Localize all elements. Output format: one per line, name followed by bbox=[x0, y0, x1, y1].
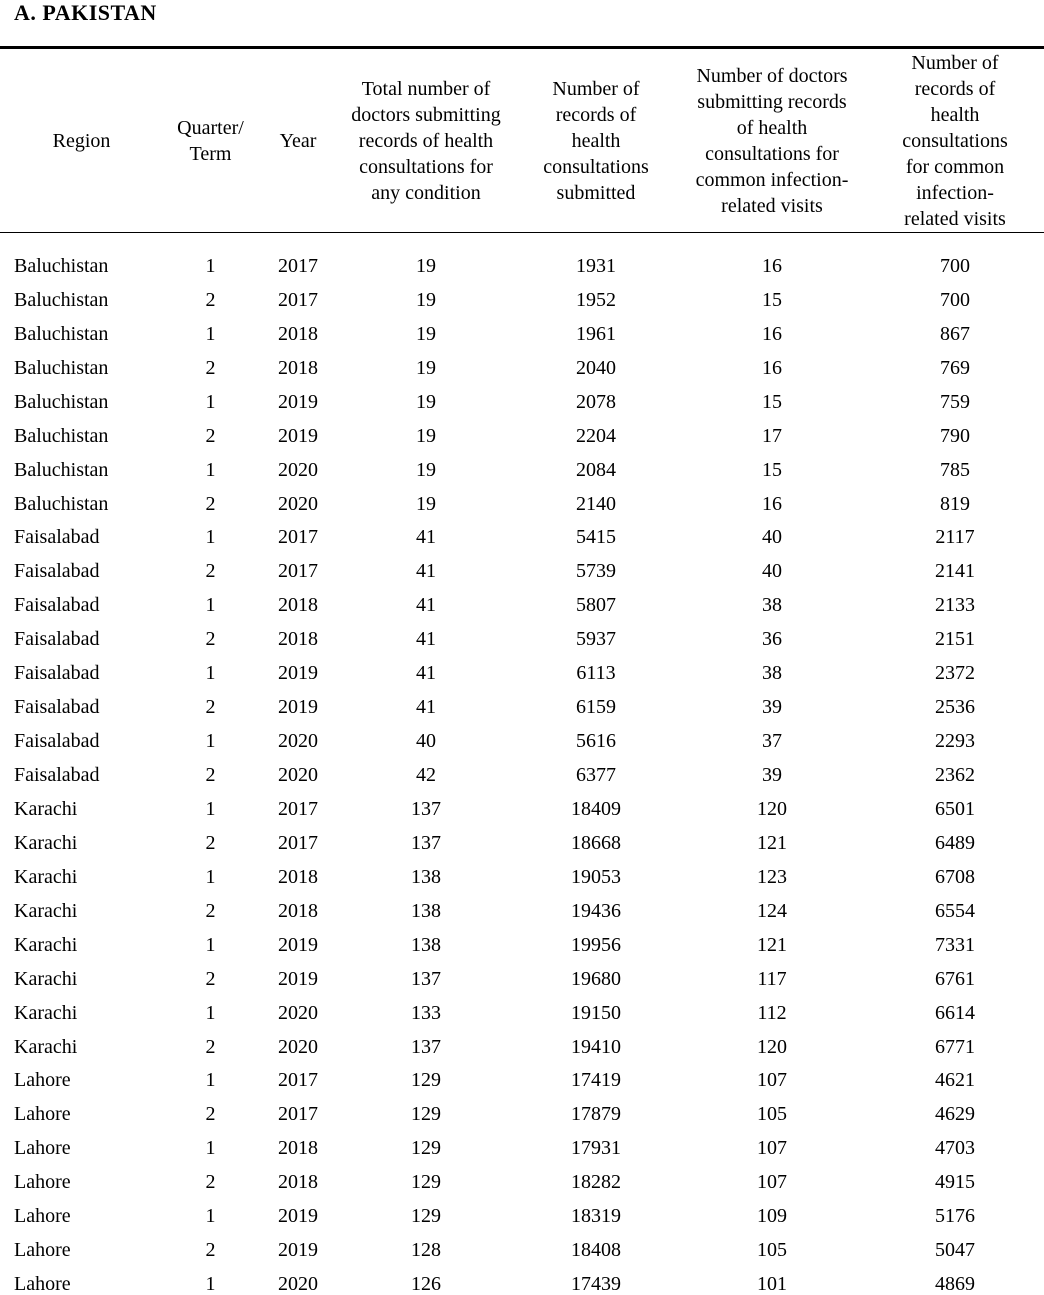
total-doctors-cell: 137 bbox=[338, 1024, 514, 1058]
year-cell: 2019 bbox=[258, 922, 338, 956]
records-cell: 5937 bbox=[514, 616, 678, 650]
year-cell: 2017 bbox=[258, 233, 338, 277]
table-row bbox=[0, 379, 1044, 413]
year-cell: 2018 bbox=[258, 854, 338, 888]
records-infection-cell: 6554 bbox=[866, 888, 1044, 922]
records-infection-cell: 2372 bbox=[866, 650, 1044, 684]
doctors-infection-cell: 16 bbox=[678, 233, 866, 277]
total-doctors-cell: 129 bbox=[338, 1091, 514, 1125]
doctors-infection-cell: 15 bbox=[678, 447, 866, 481]
region-cell: Lahore bbox=[0, 1091, 163, 1125]
quarter-cell: 1 bbox=[163, 1058, 258, 1092]
doctors-infection-cell: 120 bbox=[678, 786, 866, 820]
table-row bbox=[0, 1125, 1044, 1159]
records-infection-cell: 4703 bbox=[866, 1125, 1044, 1159]
column-header-region: Region bbox=[0, 48, 163, 233]
table-row bbox=[0, 311, 1044, 345]
region-cell: Karachi bbox=[0, 922, 163, 956]
column-header-quarter-term: Quarter/ Term bbox=[163, 48, 258, 233]
records-infection-cell: 2536 bbox=[866, 684, 1044, 718]
table-row bbox=[0, 1058, 1044, 1092]
table-row bbox=[0, 582, 1044, 616]
records-infection-cell: 700 bbox=[866, 233, 1044, 277]
total-doctors-cell: 41 bbox=[338, 616, 514, 650]
region-cell: Lahore bbox=[0, 1261, 163, 1295]
quarter-cell: 1 bbox=[163, 990, 258, 1024]
total-doctors-cell: 19 bbox=[338, 447, 514, 481]
records-infection-cell: 790 bbox=[866, 413, 1044, 447]
doctors-infection-cell: 40 bbox=[678, 548, 866, 582]
total-doctors-cell: 41 bbox=[338, 582, 514, 616]
table-row bbox=[0, 1193, 1044, 1227]
year-cell: 2017 bbox=[258, 786, 338, 820]
region-cell: Karachi bbox=[0, 956, 163, 990]
year-cell: 2018 bbox=[258, 1159, 338, 1193]
column-header-year: Year bbox=[258, 48, 338, 233]
total-doctors-cell: 42 bbox=[338, 752, 514, 786]
total-doctors-cell: 138 bbox=[338, 854, 514, 888]
region-cell: Lahore bbox=[0, 1193, 163, 1227]
table-row bbox=[0, 616, 1044, 650]
records-cell: 2204 bbox=[514, 413, 678, 447]
table-row bbox=[0, 277, 1044, 311]
table-row bbox=[0, 1227, 1044, 1261]
region-cell: Karachi bbox=[0, 1024, 163, 1058]
quarter-cell: 2 bbox=[163, 684, 258, 718]
quarter-cell: 2 bbox=[163, 888, 258, 922]
year-cell: 2017 bbox=[258, 820, 338, 854]
table-row bbox=[0, 684, 1044, 718]
records-cell: 1961 bbox=[514, 311, 678, 345]
doctors-infection-cell: 101 bbox=[678, 1261, 866, 1295]
region-cell: Lahore bbox=[0, 1125, 163, 1159]
records-cell: 5415 bbox=[514, 515, 678, 549]
quarter-cell: 1 bbox=[163, 515, 258, 549]
records-cell: 19956 bbox=[514, 922, 678, 956]
quarter-cell: 1 bbox=[163, 1193, 258, 1227]
year-cell: 2018 bbox=[258, 582, 338, 616]
records-cell: 1931 bbox=[514, 233, 678, 277]
region-cell: Faisalabad bbox=[0, 718, 163, 752]
total-doctors-cell: 137 bbox=[338, 956, 514, 990]
records-cell: 6113 bbox=[514, 650, 678, 684]
total-doctors-cell: 138 bbox=[338, 922, 514, 956]
doctors-infection-cell: 107 bbox=[678, 1159, 866, 1193]
records-infection-cell: 7331 bbox=[866, 922, 1044, 956]
table-row bbox=[0, 481, 1044, 515]
total-doctors-cell: 19 bbox=[338, 379, 514, 413]
records-infection-cell: 6614 bbox=[866, 990, 1044, 1024]
doctors-infection-cell: 16 bbox=[678, 481, 866, 515]
total-doctors-cell: 137 bbox=[338, 820, 514, 854]
doctors-infection-cell: 107 bbox=[678, 1058, 866, 1092]
quarter-cell: 2 bbox=[163, 277, 258, 311]
table-row bbox=[0, 786, 1044, 820]
doctors-infection-cell: 39 bbox=[678, 684, 866, 718]
total-doctors-cell: 129 bbox=[338, 1159, 514, 1193]
records-cell: 2040 bbox=[514, 345, 678, 379]
year-cell: 2020 bbox=[258, 718, 338, 752]
region-cell: Lahore bbox=[0, 1159, 163, 1193]
table-row bbox=[0, 752, 1044, 786]
quarter-cell: 2 bbox=[163, 1227, 258, 1261]
total-doctors-cell: 19 bbox=[338, 233, 514, 277]
year-cell: 2017 bbox=[258, 1058, 338, 1092]
quarter-cell: 1 bbox=[163, 582, 258, 616]
records-infection-cell: 785 bbox=[866, 447, 1044, 481]
quarter-cell: 2 bbox=[163, 1159, 258, 1193]
records-infection-cell: 2133 bbox=[866, 582, 1044, 616]
year-cell: 2017 bbox=[258, 515, 338, 549]
consultations-table bbox=[0, 46, 1044, 1295]
records-infection-cell: 867 bbox=[866, 311, 1044, 345]
region-cell: Faisalabad bbox=[0, 616, 163, 650]
table-row bbox=[0, 956, 1044, 990]
table-row bbox=[0, 1159, 1044, 1193]
quarter-cell: 2 bbox=[163, 548, 258, 582]
quarter-cell: 1 bbox=[163, 311, 258, 345]
column-header-records-submitted: Number of records of health consultations submitted bbox=[514, 48, 678, 233]
doctors-infection-cell: 15 bbox=[678, 277, 866, 311]
records-cell: 18408 bbox=[514, 1227, 678, 1261]
total-doctors-cell: 40 bbox=[338, 718, 514, 752]
region-cell: Faisalabad bbox=[0, 515, 163, 549]
table-row bbox=[0, 888, 1044, 922]
total-doctors-cell: 133 bbox=[338, 990, 514, 1024]
total-doctors-cell: 19 bbox=[338, 277, 514, 311]
records-infection-cell: 6501 bbox=[866, 786, 1044, 820]
region-cell: Karachi bbox=[0, 820, 163, 854]
records-infection-cell: 2141 bbox=[866, 548, 1044, 582]
table-row bbox=[0, 922, 1044, 956]
quarter-cell: 2 bbox=[163, 752, 258, 786]
region-cell: Faisalabad bbox=[0, 650, 163, 684]
year-cell: 2019 bbox=[258, 1227, 338, 1261]
quarter-cell: 1 bbox=[163, 650, 258, 684]
table-row bbox=[0, 718, 1044, 752]
table-row bbox=[0, 1261, 1044, 1295]
year-cell: 2019 bbox=[258, 379, 338, 413]
table-row bbox=[0, 515, 1044, 549]
region-cell: Baluchistan bbox=[0, 345, 163, 379]
quarter-cell: 2 bbox=[163, 345, 258, 379]
region-cell: Karachi bbox=[0, 854, 163, 888]
doctors-infection-cell: 37 bbox=[678, 718, 866, 752]
records-infection-cell: 4915 bbox=[866, 1159, 1044, 1193]
quarter-cell: 2 bbox=[163, 481, 258, 515]
table-row bbox=[0, 233, 1044, 277]
doctors-infection-cell: 109 bbox=[678, 1193, 866, 1227]
records-cell: 17879 bbox=[514, 1091, 678, 1125]
year-cell: 2017 bbox=[258, 1091, 338, 1125]
region-cell: Baluchistan bbox=[0, 447, 163, 481]
total-doctors-cell: 126 bbox=[338, 1261, 514, 1295]
records-cell: 19053 bbox=[514, 854, 678, 888]
doctors-infection-cell: 124 bbox=[678, 888, 866, 922]
quarter-cell: 2 bbox=[163, 616, 258, 650]
records-cell: 17931 bbox=[514, 1125, 678, 1159]
doctors-infection-cell: 39 bbox=[678, 752, 866, 786]
region-cell: Baluchistan bbox=[0, 277, 163, 311]
records-infection-cell: 6489 bbox=[866, 820, 1044, 854]
records-infection-cell: 6761 bbox=[866, 956, 1044, 990]
total-doctors-cell: 19 bbox=[338, 413, 514, 447]
doctors-infection-cell: 16 bbox=[678, 345, 866, 379]
region-cell: Lahore bbox=[0, 1227, 163, 1261]
table-row bbox=[0, 650, 1044, 684]
table-row bbox=[0, 413, 1044, 447]
records-cell: 5807 bbox=[514, 582, 678, 616]
quarter-cell: 1 bbox=[163, 1261, 258, 1295]
quarter-cell: 2 bbox=[163, 956, 258, 990]
records-cell: 17439 bbox=[514, 1261, 678, 1295]
section-title: A. PAKISTAN bbox=[14, 0, 157, 26]
region-cell: Baluchistan bbox=[0, 481, 163, 515]
doctors-infection-cell: 121 bbox=[678, 820, 866, 854]
total-doctors-cell: 137 bbox=[338, 786, 514, 820]
records-infection-cell: 5176 bbox=[866, 1193, 1044, 1227]
doctors-infection-cell: 16 bbox=[678, 311, 866, 345]
doctors-infection-cell: 17 bbox=[678, 413, 866, 447]
region-cell: Karachi bbox=[0, 786, 163, 820]
total-doctors-cell: 19 bbox=[338, 311, 514, 345]
region-cell: Faisalabad bbox=[0, 684, 163, 718]
region-cell: Faisalabad bbox=[0, 548, 163, 582]
records-cell: 18409 bbox=[514, 786, 678, 820]
quarter-cell: 1 bbox=[163, 447, 258, 481]
quarter-cell: 1 bbox=[163, 854, 258, 888]
records-cell: 6159 bbox=[514, 684, 678, 718]
records-infection-cell: 4621 bbox=[866, 1058, 1044, 1092]
total-doctors-cell: 129 bbox=[338, 1058, 514, 1092]
records-cell: 19150 bbox=[514, 990, 678, 1024]
quarter-cell: 1 bbox=[163, 233, 258, 277]
region-cell: Baluchistan bbox=[0, 413, 163, 447]
doctors-infection-cell: 123 bbox=[678, 854, 866, 888]
quarter-cell: 2 bbox=[163, 1024, 258, 1058]
year-cell: 2020 bbox=[258, 1261, 338, 1295]
records-infection-cell: 700 bbox=[866, 277, 1044, 311]
quarter-cell: 1 bbox=[163, 718, 258, 752]
year-cell: 2019 bbox=[258, 413, 338, 447]
region-cell: Karachi bbox=[0, 990, 163, 1024]
records-infection-cell: 2362 bbox=[866, 752, 1044, 786]
records-infection-cell: 6771 bbox=[866, 1024, 1044, 1058]
table-body bbox=[0, 233, 1044, 1295]
records-infection-cell: 4869 bbox=[866, 1261, 1044, 1295]
table-row bbox=[0, 1024, 1044, 1058]
table-row bbox=[0, 447, 1044, 481]
records-cell: 1952 bbox=[514, 277, 678, 311]
region-cell: Faisalabad bbox=[0, 752, 163, 786]
records-cell: 19680 bbox=[514, 956, 678, 990]
records-infection-cell: 5047 bbox=[866, 1227, 1044, 1261]
records-infection-cell: 759 bbox=[866, 379, 1044, 413]
region-cell: Baluchistan bbox=[0, 379, 163, 413]
total-doctors-cell: 129 bbox=[338, 1125, 514, 1159]
total-doctors-cell: 19 bbox=[338, 481, 514, 515]
year-cell: 2020 bbox=[258, 447, 338, 481]
year-cell: 2018 bbox=[258, 311, 338, 345]
quarter-cell: 2 bbox=[163, 413, 258, 447]
total-doctors-cell: 128 bbox=[338, 1227, 514, 1261]
doctors-infection-cell: 107 bbox=[678, 1125, 866, 1159]
doctors-infection-cell: 38 bbox=[678, 650, 866, 684]
records-cell: 5739 bbox=[514, 548, 678, 582]
doctors-infection-cell: 40 bbox=[678, 515, 866, 549]
records-infection-cell: 4629 bbox=[866, 1091, 1044, 1125]
doctors-infection-cell: 15 bbox=[678, 379, 866, 413]
year-cell: 2017 bbox=[258, 277, 338, 311]
records-cell: 18319 bbox=[514, 1193, 678, 1227]
total-doctors-cell: 41 bbox=[338, 650, 514, 684]
records-cell: 17419 bbox=[514, 1058, 678, 1092]
year-cell: 2017 bbox=[258, 548, 338, 582]
doctors-infection-cell: 36 bbox=[678, 616, 866, 650]
records-infection-cell: 2151 bbox=[866, 616, 1044, 650]
records-cell: 18668 bbox=[514, 820, 678, 854]
records-cell: 19410 bbox=[514, 1024, 678, 1058]
year-cell: 2019 bbox=[258, 684, 338, 718]
records-cell: 6377 bbox=[514, 752, 678, 786]
records-infection-cell: 2293 bbox=[866, 718, 1044, 752]
records-cell: 2140 bbox=[514, 481, 678, 515]
table-row bbox=[0, 990, 1044, 1024]
table-row bbox=[0, 854, 1044, 888]
doctors-infection-cell: 38 bbox=[678, 582, 866, 616]
doctors-infection-cell: 105 bbox=[678, 1091, 866, 1125]
records-infection-cell: 819 bbox=[866, 481, 1044, 515]
table-header-row bbox=[0, 48, 1044, 233]
column-header-total-doctors: Total number of doctors submitting records of health consultations for any condition bbox=[338, 48, 514, 233]
year-cell: 2019 bbox=[258, 1193, 338, 1227]
year-cell: 2020 bbox=[258, 990, 338, 1024]
column-header-records-infection: Number of records of health consultations for common infection- related visits bbox=[866, 48, 1044, 233]
records-cell: 2084 bbox=[514, 447, 678, 481]
region-cell: Baluchistan bbox=[0, 233, 163, 277]
doctors-infection-cell: 117 bbox=[678, 956, 866, 990]
region-cell: Karachi bbox=[0, 888, 163, 922]
year-cell: 2020 bbox=[258, 752, 338, 786]
column-header-doctors-infection: Number of doctors submitting records of health consultations for common infection- related visits bbox=[678, 48, 866, 233]
records-cell: 18282 bbox=[514, 1159, 678, 1193]
total-doctors-cell: 41 bbox=[338, 684, 514, 718]
year-cell: 2020 bbox=[258, 1024, 338, 1058]
records-infection-cell: 6708 bbox=[866, 854, 1044, 888]
total-doctors-cell: 19 bbox=[338, 345, 514, 379]
region-cell: Lahore bbox=[0, 1058, 163, 1092]
year-cell: 2018 bbox=[258, 888, 338, 922]
doctors-infection-cell: 121 bbox=[678, 922, 866, 956]
quarter-cell: 2 bbox=[163, 820, 258, 854]
records-cell: 5616 bbox=[514, 718, 678, 752]
doctors-infection-cell: 105 bbox=[678, 1227, 866, 1261]
table-row bbox=[0, 1091, 1044, 1125]
year-cell: 2020 bbox=[258, 481, 338, 515]
records-infection-cell: 769 bbox=[866, 345, 1044, 379]
year-cell: 2018 bbox=[258, 616, 338, 650]
doctors-infection-cell: 112 bbox=[678, 990, 866, 1024]
table-row bbox=[0, 820, 1044, 854]
year-cell: 2018 bbox=[258, 1125, 338, 1159]
quarter-cell: 1 bbox=[163, 1125, 258, 1159]
quarter-cell: 2 bbox=[163, 1091, 258, 1125]
records-cell: 2078 bbox=[514, 379, 678, 413]
total-doctors-cell: 41 bbox=[338, 515, 514, 549]
records-infection-cell: 2117 bbox=[866, 515, 1044, 549]
total-doctors-cell: 138 bbox=[338, 888, 514, 922]
year-cell: 2018 bbox=[258, 345, 338, 379]
total-doctors-cell: 41 bbox=[338, 548, 514, 582]
table-row bbox=[0, 345, 1044, 379]
quarter-cell: 1 bbox=[163, 922, 258, 956]
records-cell: 19436 bbox=[514, 888, 678, 922]
total-doctors-cell: 129 bbox=[338, 1193, 514, 1227]
doctors-infection-cell: 120 bbox=[678, 1024, 866, 1058]
region-cell: Faisalabad bbox=[0, 582, 163, 616]
year-cell: 2019 bbox=[258, 650, 338, 684]
quarter-cell: 1 bbox=[163, 379, 258, 413]
region-cell: Baluchistan bbox=[0, 311, 163, 345]
quarter-cell: 1 bbox=[163, 786, 258, 820]
year-cell: 2019 bbox=[258, 956, 338, 990]
table-row bbox=[0, 548, 1044, 582]
